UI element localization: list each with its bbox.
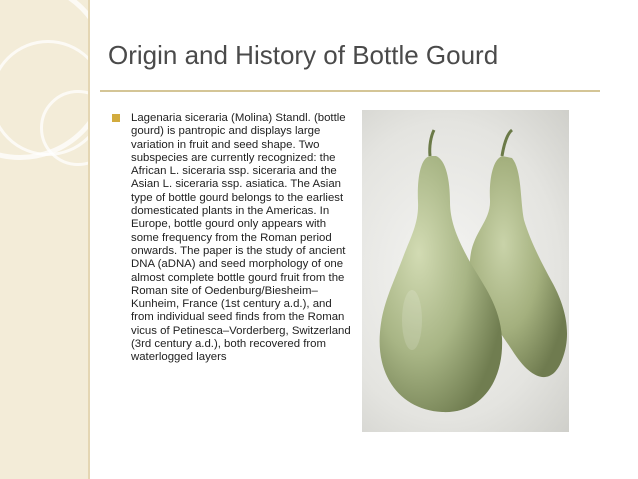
bullet-item xyxy=(112,112,352,365)
bullet-text: Lagenaria siceraria (Molina) Standl. (bottle gourd) is pantropic and displays large variation in fruit and seed shape. Two subspecies are currently recognized: the African L. siceraria ssp. siceraria and the Asian L. siceraria ssp. asiatica. The Asian type of bottle gourd belongs to the earliest domesticated plants in the Americas. In Europe, bottle gourd only appears with some frequency from the Roman period onwards. The paper is the study of ancient DNA (aDNA) and seed morphology of one almost complete bottle gourd fruit from the Roman site of Oedenburg/Biesheim–Kunheim, France (1st century a.d.), and from individual seed finds from the Roman vicus of Petinesca–Vorderberg, Switzerland (3rd century a.d.), both recovered from waterlogged layers xyxy=(131,112,351,364)
gourd-highlight xyxy=(402,290,422,350)
sidebar-border xyxy=(88,0,90,479)
gourd-stem xyxy=(430,130,434,156)
bullet-list xyxy=(112,112,352,365)
bullet-square-icon xyxy=(112,114,120,122)
bottle-gourd-illustration xyxy=(362,110,569,432)
gourd-stem xyxy=(502,130,512,156)
decorative-sidebar xyxy=(0,0,90,479)
title-underline xyxy=(100,90,600,92)
bottle-gourd-photo xyxy=(362,110,569,432)
slide-title: Origin and History of Bottle Gourd xyxy=(108,40,499,70)
